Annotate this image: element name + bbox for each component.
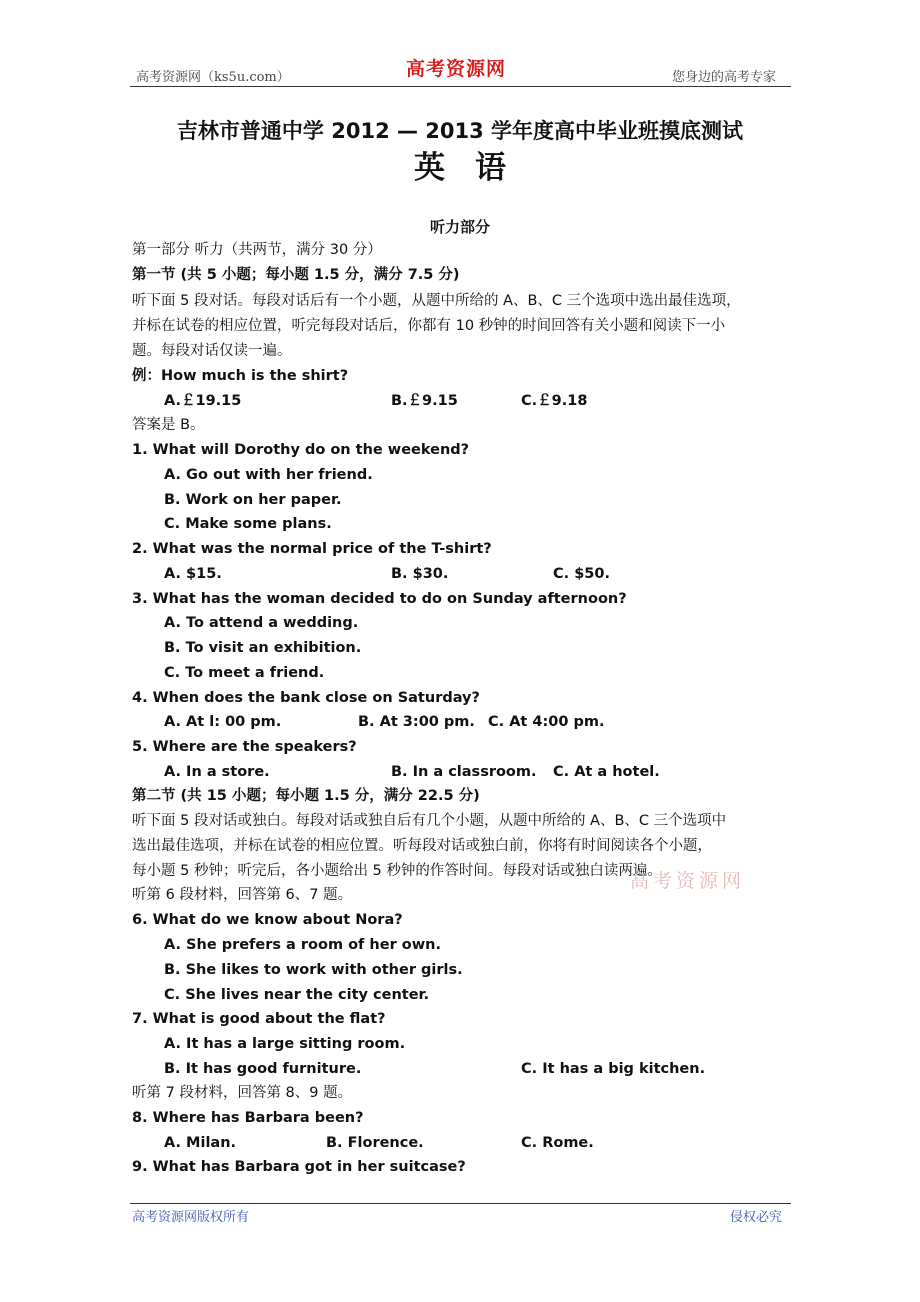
part1-heading: 第一部分 听力（共两节，满分 30 分）: [132, 242, 382, 258]
q7-option-a: A. It has a large sitting room.: [164, 1036, 406, 1052]
q6-option-a: A. She prefers a room of her own.: [164, 937, 441, 953]
material-7-heading: 听第 7 段材料，回答第 8、9 题。: [132, 1085, 353, 1101]
header-logo: 高考资源网: [406, 58, 507, 80]
header-rule: [130, 86, 791, 87]
sec1-heading: 第一节 (共 5 小题；每小题 1.5 分，满分 7.5 分): [132, 267, 460, 283]
q1-option-c: C. Make some plans.: [164, 516, 332, 532]
question-2: 2. What was the normal price of the T-shirt?: [132, 541, 492, 557]
footer-rule: [130, 1203, 791, 1204]
subject-title: 英语: [414, 150, 536, 186]
q7-option-c: C. It has a big kitchen.: [521, 1061, 706, 1077]
example-option-b: B.￡9.15: [391, 393, 458, 409]
question-6: 6. What do we know about Nora?: [132, 912, 403, 928]
section-heading: 听力部分: [429, 218, 490, 236]
q8-option-c: C. Rome.: [521, 1135, 594, 1151]
q2-option-b: B. $30.: [391, 566, 449, 582]
footer-left-text: 高考资源网版权所有: [132, 1210, 250, 1225]
sec1-instruction-line: 并标在试卷的相应位置，听完每段对话后，你都有 10 秒钟的时间回答有关小题和阅读下一小: [132, 318, 726, 334]
question-9: 9. What has Barbara got in her suitcase?: [132, 1159, 466, 1175]
sec2-instruction-line: 选出最佳选项，并标在试卷的相应位置。听每段对话或独白前，你将有时间阅读各个小题，: [132, 838, 712, 854]
q6-option-c: C. She lives near the city center.: [164, 987, 430, 1003]
q2-option-a: A. $15.: [164, 566, 222, 582]
q1-option-a: A. Go out with her friend.: [164, 467, 373, 483]
sec1-instruction-line: 题。每段对话仅读一遍。: [132, 343, 292, 359]
q5-option-c: C. At a hotel.: [553, 764, 660, 780]
example-answer: 答案是 B。: [132, 417, 205, 433]
header-left-text: 高考资源网（ks5u.com）: [136, 70, 290, 85]
footer-right-text: 侵权必究: [730, 1210, 783, 1225]
q5-option-b: B. In a classroom.: [391, 764, 537, 780]
sec2-heading: 第二节 (共 15 小题；每小题 1.5 分，满分 22.5 分): [132, 788, 480, 804]
q8-option-a: A. Milan.: [164, 1135, 237, 1151]
sec2-instruction-line: 听下面 5 段对话或独白。每段对话或独自后有几个小题，从题中所给的 A、B、C 三个选项中: [132, 813, 727, 829]
q2-option-c: C. $50.: [553, 566, 610, 582]
question-1: 1. What will Dorothy do on the weekend?: [132, 442, 470, 458]
q1-option-b: B. Work on her paper.: [164, 492, 342, 508]
example-option-c: C.￡9.18: [521, 393, 588, 409]
example-question: 例：How much is the shirt?: [132, 368, 349, 384]
q8-option-b: B. Florence.: [326, 1135, 424, 1151]
question-4: 4. When does the bank close on Saturday?: [132, 690, 480, 706]
q7-option-b: B. It has good furniture.: [164, 1061, 362, 1077]
question-7: 7. What is good about the flat?: [132, 1011, 386, 1027]
q3-option-b: B. To visit an exhibition.: [164, 640, 362, 656]
q6-option-b: B. She likes to work with other girls.: [164, 962, 463, 978]
question-8: 8. Where has Barbara been?: [132, 1110, 364, 1126]
q4-option-a: A. At l: 00 pm.: [164, 714, 282, 730]
q3-option-a: A. To attend a wedding.: [164, 615, 359, 631]
example-option-a: A.￡19.15: [164, 393, 242, 409]
q4-option-c: C. At 4:00 pm.: [488, 714, 605, 730]
watermark-text: 高考资源网: [630, 870, 746, 892]
q5-option-a: A. In a store.: [164, 764, 270, 780]
sec1-instruction-line: 听下面 5 段对话。每段对话后有一个小题，从题中所给的 A、B、C 三个选项中选出最佳选项，: [132, 293, 741, 309]
question-3: 3. What has the woman decided to do on Sunday afternoon?: [132, 591, 627, 607]
exam-title: 吉林市普通中学 2012 — 2013 学年度高中毕业班摸底测试: [176, 119, 744, 143]
material-6-heading: 听第 6 段材料，回答第 6、7 题。: [132, 887, 353, 903]
header-right-text: 您身边的高考专家: [672, 70, 777, 85]
q4-option-b: B. At 3:00 pm.: [358, 714, 475, 730]
q3-option-c: C. To meet a friend.: [164, 665, 325, 681]
sec2-instruction-line: 每小题 5 秒钟；听完后，各小题给出 5 秒钟的作答时间。每段对话或独白读两遍。: [132, 863, 662, 879]
question-5: 5. Where are the speakers?: [132, 739, 357, 755]
